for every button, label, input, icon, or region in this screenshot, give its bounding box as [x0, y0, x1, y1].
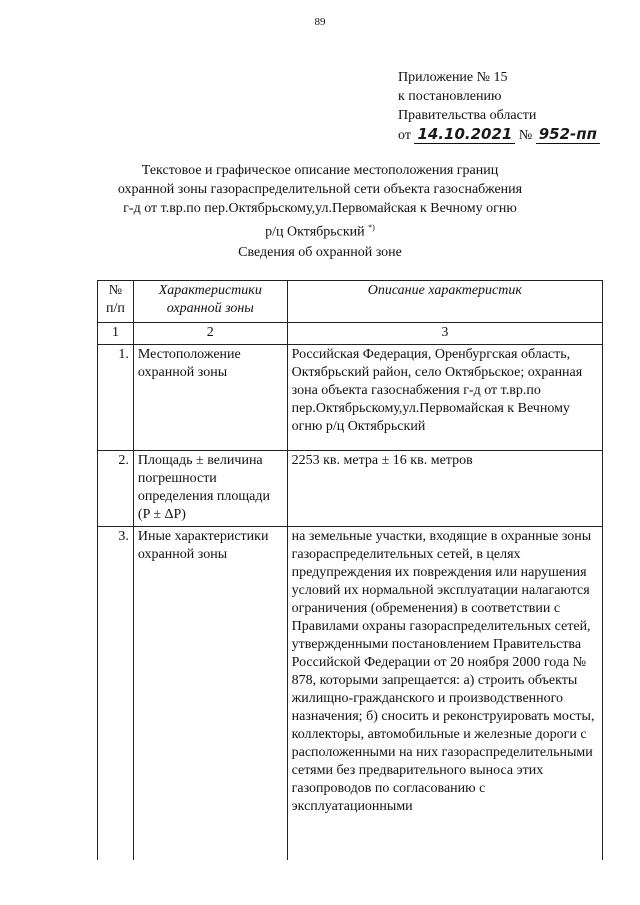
header-characteristics	[133, 281, 287, 323]
title-line-2: охранной зоны газораспределительной сети объекта газоснабжения	[117, 182, 523, 197]
row-number: 1.	[98, 345, 134, 451]
column-number-3: 3	[287, 323, 602, 345]
row-characteristic: Местоположение охранной зоны	[133, 345, 287, 451]
section-subtitle: Сведения об охранной зоне	[238, 245, 402, 260]
document-title	[100, 161, 540, 242]
handwritten-date: 14.10.2021	[414, 125, 515, 144]
header-num	[98, 281, 134, 323]
row-number: 2.	[98, 451, 134, 527]
header-description-text: Описание характеристик	[367, 283, 522, 298]
row-description: 2253 кв. метра ± 16 кв. метров	[287, 451, 602, 527]
table-row	[98, 345, 603, 451]
appendix-line-3: Правительства области	[398, 108, 537, 123]
column-number-1: 1	[98, 323, 134, 345]
zone-info-table	[97, 280, 603, 860]
date-prefix: от	[398, 128, 411, 143]
title-line-4-text: р/ц Октябрьский	[265, 224, 365, 240]
appendix-line-2: к постановлению	[398, 89, 502, 104]
table-row	[98, 451, 603, 527]
column-number-row	[98, 323, 603, 345]
number-sign: №	[518, 128, 533, 143]
footnote-marker: *)	[368, 223, 375, 232]
header-characteristics-text: Характеристики охранной зоны	[158, 283, 262, 316]
table-row	[98, 527, 603, 861]
row-description: на земельные участки, входящие в охранные зоны газораспределительных сетей, в целях предупреждения их повреждения или нарушения условий их нормальной эксплуатации налагаются ограничения (обременения) в соответствии с Правилами охраны газораспределительных сетей, утвержденными постановлением Правительства Российской Федерации от 20 ноября 2000 года № 878, которыми запрещается: а) строить объекты жилищно-гражданского и производственного назначения; б) сносить и реконструировать мосты, коллекторы, автомобильные и железные дороги с расположенными на них газораспределительными сетями без предварительного выноса этих газопроводов по согласованию с эксплуатационными	[287, 527, 602, 861]
appendix-line-1: Приложение № 15	[398, 70, 508, 85]
appendix-block	[398, 68, 600, 145]
row-characteristic: Иные характеристики охранной зоны	[133, 527, 287, 861]
title-line-3: г-д от т.вр.по пер.Октябрьскому,ул.Первомайская к Вечному огню	[123, 201, 517, 216]
title-line-1: Текстовое и графическое описание местоположения границ	[141, 163, 499, 178]
column-number-2: 2	[133, 323, 287, 345]
title-line-4	[100, 218, 540, 242]
appendix-date-line	[398, 125, 600, 145]
row-characteristic: Площадь ± величина погрешности определения площади (P ± ΔP)	[133, 451, 287, 527]
page-number: 89	[314, 16, 326, 28]
header-num-text: № п/п	[106, 283, 125, 316]
table-header-row	[98, 281, 603, 323]
handwritten-number: 952-пп	[536, 125, 600, 144]
row-number: 3.	[98, 527, 134, 861]
row-description: Российская Федерация, Оренбургская область, Октябрьский район, село Октябрьское; охранная зона объекта газоснабжения г-д от т.вр.по пер.Октябрьскому,ул.Первомайская к Вечному огню р/ц Октябрьский	[287, 345, 602, 451]
header-description	[287, 281, 602, 323]
